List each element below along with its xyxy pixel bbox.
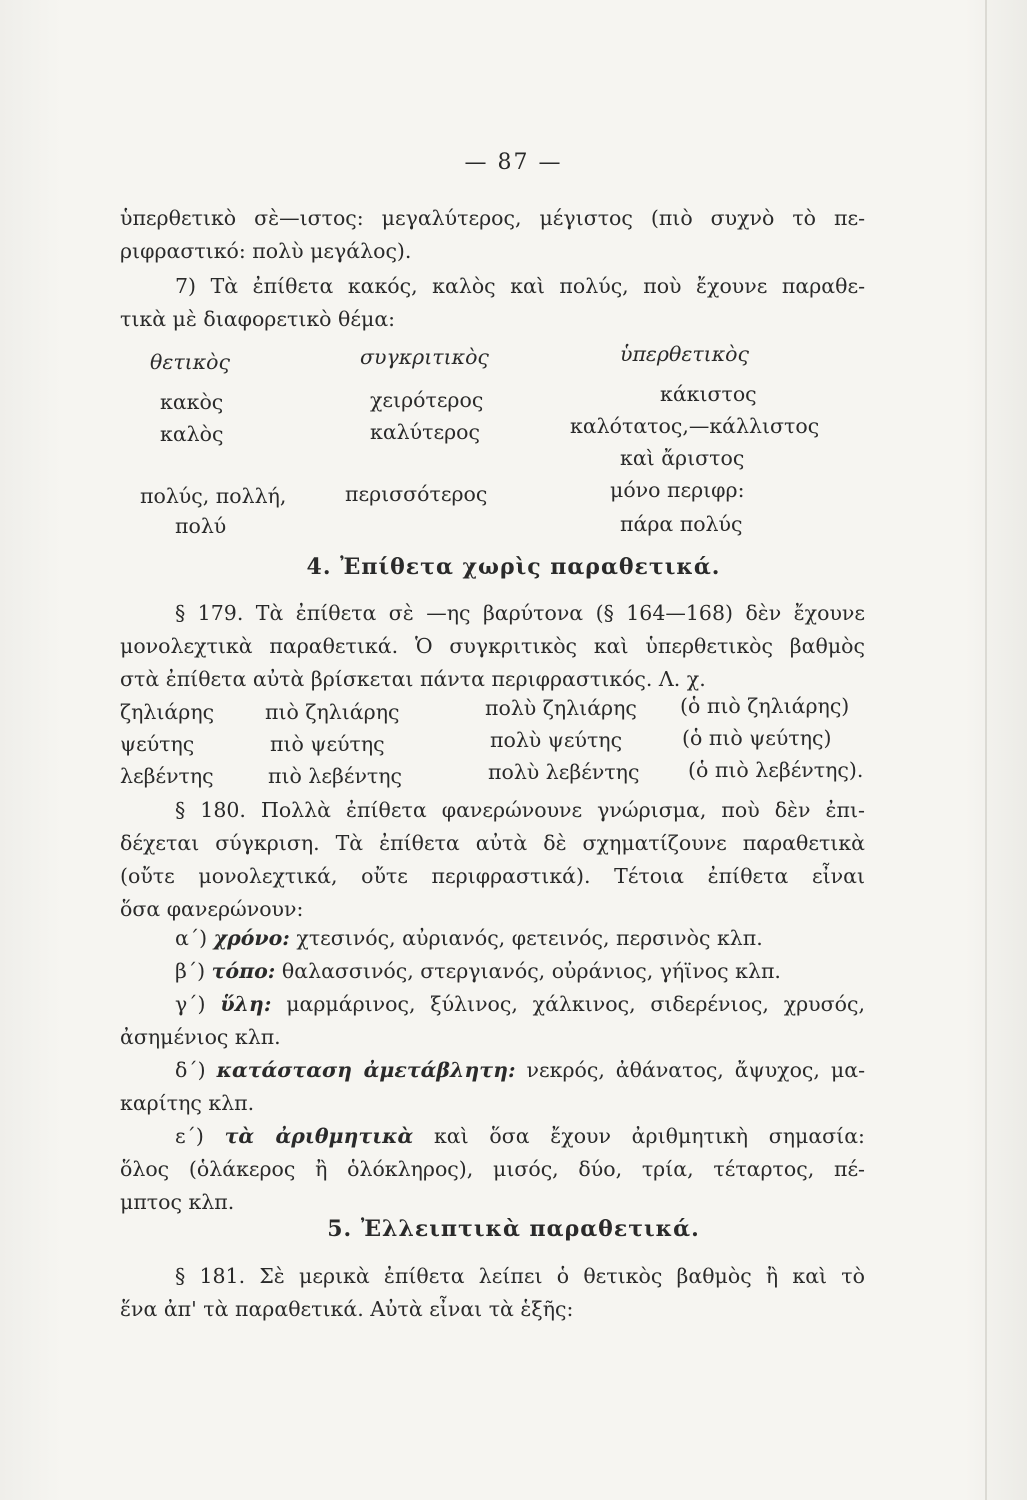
text-line: 7) Τὰ ἐπίθετα κακός, καλὸς καὶ πολύς, ποὺ ἔχουνε παραθε- — [175, 274, 865, 298]
table-cell: πολὺ ζηλιάρης — [485, 696, 637, 720]
table-cell: πιὸ ψεύτης — [270, 732, 385, 756]
list-term: χρόνο: — [213, 926, 290, 950]
text-line: ὅσα φανερώνουν: — [120, 897, 304, 921]
text-line: δέχεται σύγκριση. Τὰ ἐπίθετα αὐτὰ δὲ σχηματίζουνε παραθετικὰ — [120, 831, 865, 855]
table-cell: λεβέντης — [120, 764, 214, 788]
table-header: συγκριτικὸς — [360, 345, 489, 369]
section-heading: 5. Ἐλλειπτικὰ παραθετικά. — [327, 1216, 700, 1242]
category-list — [120, 922, 865, 1219]
text-line: ὑπερθετικὸ σὲ—ιστος: μεγαλύτερος, μέγιστος (πιὸ συχνὸ τὸ πε- — [120, 206, 865, 230]
list-term: τόπο: — [211, 959, 276, 983]
table-cell: καλὸς — [160, 422, 224, 446]
paragraph-7 — [120, 270, 865, 336]
table-cell: καλύτερος — [370, 420, 480, 444]
top-paragraph — [120, 202, 865, 268]
table-cell: κάκιστος — [660, 382, 757, 406]
page-number: — 87 — — [464, 150, 563, 175]
list-item: ε΄) τὰ ἀριθμητικὰ καὶ ὅσα ἔχουν ἀριθμητικὴ σημασία: — [175, 1124, 865, 1148]
table-cell: κακὸς — [160, 390, 224, 414]
text-line: (οὔτε μονολεχτικά, οὔτε περιφραστικά). Τέτοια ἐπίθετα εἶναι — [120, 864, 865, 888]
text-line: τικὰ μὲ διαφορετικὸ θέμα: — [120, 307, 396, 331]
table-cell: (ὁ πιὸ ψεύτης) — [682, 726, 832, 750]
table-cell: μόνο περιφρ: — [610, 478, 745, 502]
table-cell: πάρα πολύς — [620, 512, 743, 536]
page-edge — [985, 0, 987, 1500]
table-cell: καλότατος,—κάλλιστος — [570, 414, 820, 438]
text-line: ριφραστικό: πολὺ μεγάλος). — [120, 239, 412, 263]
text-line: ἀσημένιος κλπ. — [120, 1025, 281, 1049]
table-cell: περισσότερος — [345, 482, 488, 506]
table-cell: πολύς, πολλή, — [140, 484, 287, 508]
table-header: θετικὸς — [150, 350, 230, 374]
table-header: ὑπερθετικὸς — [620, 342, 749, 366]
text-line: § 181. Σὲ μερικὰ ἐπίθετα λείπει ὁ θετικὸς βαθμὸς ἢ καὶ τὸ — [175, 1264, 865, 1288]
table-cell: πολύ — [175, 514, 227, 538]
text-line: καρίτης κλπ. — [120, 1091, 255, 1115]
table-cell: πολὺ ψεύτης — [490, 728, 623, 752]
section-179 — [120, 597, 865, 696]
section-heading: 4. Ἐπίθετα χωρὶς παραθετικά. — [306, 554, 721, 580]
text-line: ἕνα ἀπ' τὰ παραθετικά. Αὐτὰ εἶναι τὰ ἑξῆς: — [120, 1297, 574, 1321]
table-cell: χειρότερος — [370, 388, 484, 412]
text-line: ὅλος (ὁλάκερος ἢ ὁλόκληρος), μισός, δύο, τρία, τέταρτος, πέ- — [120, 1157, 865, 1181]
list-term: τὰ ἀριθμητικὰ — [224, 1124, 414, 1148]
list-term: ὕλη: — [220, 992, 272, 1016]
section-180 — [120, 794, 865, 926]
list-item: β΄) τόπο: θαλασσινός, στεργιανός, οὐράνιος, γήϊνος κλπ. — [175, 959, 781, 983]
text-line: § 180. Πολλὰ ἐπίθετα φανερώνουνε γνώρισμα, ποὺ δὲν ἐπι- — [175, 798, 865, 822]
list-item: δ΄) κατάσταση ἀμετάβλητη: νεκρός, ἀθάνατος, ἄψυχος, μα- — [175, 1058, 865, 1082]
table-cell: (ὁ πιὸ ζηλιάρης) — [680, 694, 850, 718]
list-item: α΄) χρόνο: χτεσινός, αὐριανός, φετεινός, περσινὸς κλπ. — [175, 926, 763, 950]
table-cell: πιὸ λεβέντης — [268, 764, 403, 788]
table-cell: πιὸ ζηλιάρης — [265, 700, 400, 724]
section-181 — [120, 1260, 865, 1326]
table-cell: ζηλιάρης — [120, 700, 215, 724]
text-line: μονολεχτικὰ παραθετικά. Ὁ συγκριτικὸς καὶ ὑπερθετικὸς βαθμὸς — [120, 634, 865, 658]
text-line: μπτος κλπ. — [120, 1190, 235, 1214]
table-cell: (ὁ πιὸ λεβέντης). — [688, 758, 864, 782]
text-line: στὰ ἐπίθετα αὐτὰ βρίσκεται πάντα περιφραστικός. Λ. χ. — [120, 667, 706, 691]
table-cell: πολὺ λεβέντης — [488, 760, 640, 784]
list-item: γ΄) ὕλη: μαρμάρινος, ξύλινος, χάλκινος, σιδερένιος, χρυσός, — [175, 992, 865, 1016]
table-cell: ψεύτης — [120, 732, 195, 756]
list-term: κατάσταση ἀμετάβλητη: — [216, 1058, 516, 1082]
table-cell: καὶ ἄριστος — [620, 446, 745, 470]
text-line: § 179. Τὰ ἐπίθετα σὲ —ης βαρύτονα (§ 164—168) δὲν ἔχουνε — [175, 601, 865, 625]
